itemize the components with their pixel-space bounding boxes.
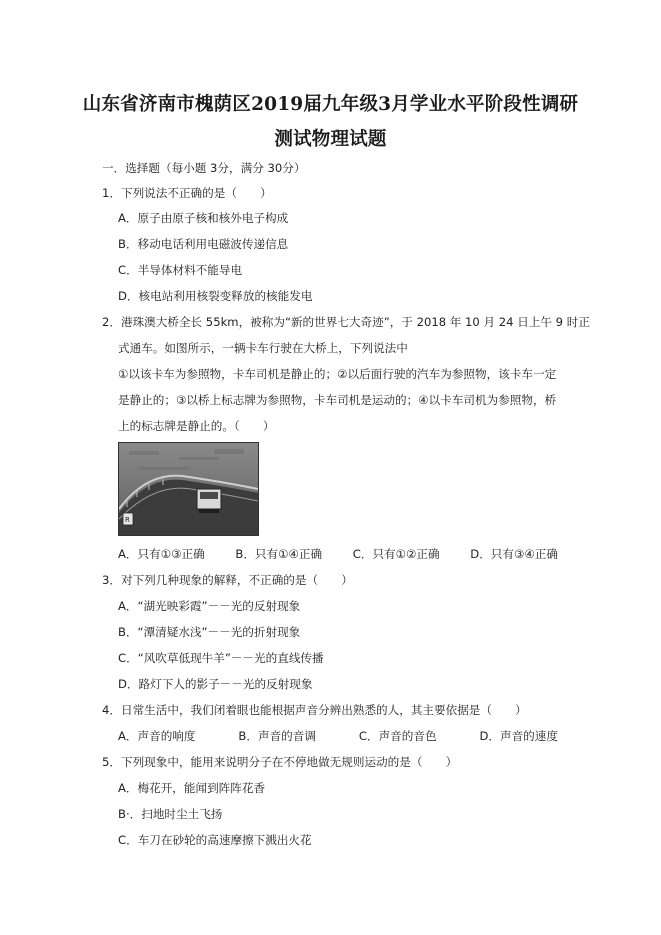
question-4-option-c: C．声音的音色: [358, 729, 437, 743]
question-5-option-a: A．梅花开，能闻到阵阵花香: [118, 781, 266, 795]
section-heading: 一．选择题（每小题 3分，满分 30分）: [102, 161, 306, 175]
question-5-option-c: C．车刀在砂轮的高速摩擦下溅出火花: [118, 833, 312, 847]
question-4-option-b: B．声音的音调: [238, 729, 316, 743]
question-2-stem: 2．港珠澳大桥全长 55km，被称为“新的世界七大奇迹”，于 2018 年 10 月 24 日上午 9 时正: [102, 315, 590, 329]
question-3-option-c: C．“风吹草低现牛羊”－－光的直线传播: [118, 651, 324, 665]
question-2-option-a: A．只有①③正确: [118, 547, 205, 561]
question-2-stem-line: 是静止的；③以桥上标志牌为参照物，卡车司机是运动的；④以卡车司机为参照物，桥: [118, 393, 557, 407]
question-1-stem: 1．下列说法不正确的是（ ）: [102, 186, 272, 200]
question-2-option-c: C．只有①②正确: [352, 547, 440, 561]
question-2-option-b: B．只有①④正确: [235, 547, 323, 561]
question-2-stem-line: ①以该卡车为参照物，卡车司机是静止的；②以后面行驶的汽车为参照物，该卡车一定: [118, 367, 557, 381]
question-1-option-a: A．原子由原子核和核外电子构成: [118, 211, 289, 225]
question-3-stem: 3．对下列几种现象的解释，不正确的是（ ）: [102, 573, 353, 587]
bridge-truck-illustration: [119, 443, 258, 535]
question-3-option-b: B．“潭清疑水浅”－－光的折射现象: [118, 625, 301, 639]
question-4-options: [118, 728, 558, 744]
question-5-option-b: B·．扫地时尘土飞扬: [118, 807, 223, 821]
question-4-option-a: A．声音的响度: [118, 729, 196, 743]
question-3-option-a: A．“湖光映彩霞”－－光的反射现象: [118, 599, 301, 613]
question-4-stem: 4．日常生活中，我们闭着眼也能根据声音分辨出熟悉的人，其主要依据是（ ）: [102, 703, 527, 717]
question-2-options: [118, 546, 558, 562]
question-2-option-d: D．只有③④正确: [470, 547, 558, 561]
question-2-stem-line: 上的标志牌是静止的。（ ）: [118, 419, 275, 433]
question-4-option-d: D．声音的速度: [479, 729, 558, 743]
question-2-stem-line: 式通车。如图所示，一辆卡车行驶在大桥上，下列说法中: [118, 341, 408, 355]
bridge-truck-photo: [118, 442, 259, 536]
question-1-option-d: D．核电站利用核裂变释放的核能发电: [118, 289, 313, 303]
page-subtitle: 测试物理试题: [274, 129, 387, 150]
question-5-stem: 5．下列现象中，能用来说明分子在不停地做无规则运动的是（ ）: [102, 755, 458, 769]
page-title: 山东省济南市槐荫区2019届九年级3月学业水平阶段性调研: [82, 94, 579, 115]
svg-text:R: R: [125, 516, 130, 524]
question-1-option-c: C．半导体材料不能导电: [118, 263, 243, 277]
question-3-option-d: D．路灯下人的影子－－光的反射现象: [118, 677, 313, 691]
question-1-option-b: B．移动电话利用电磁波传递信息: [118, 237, 289, 251]
